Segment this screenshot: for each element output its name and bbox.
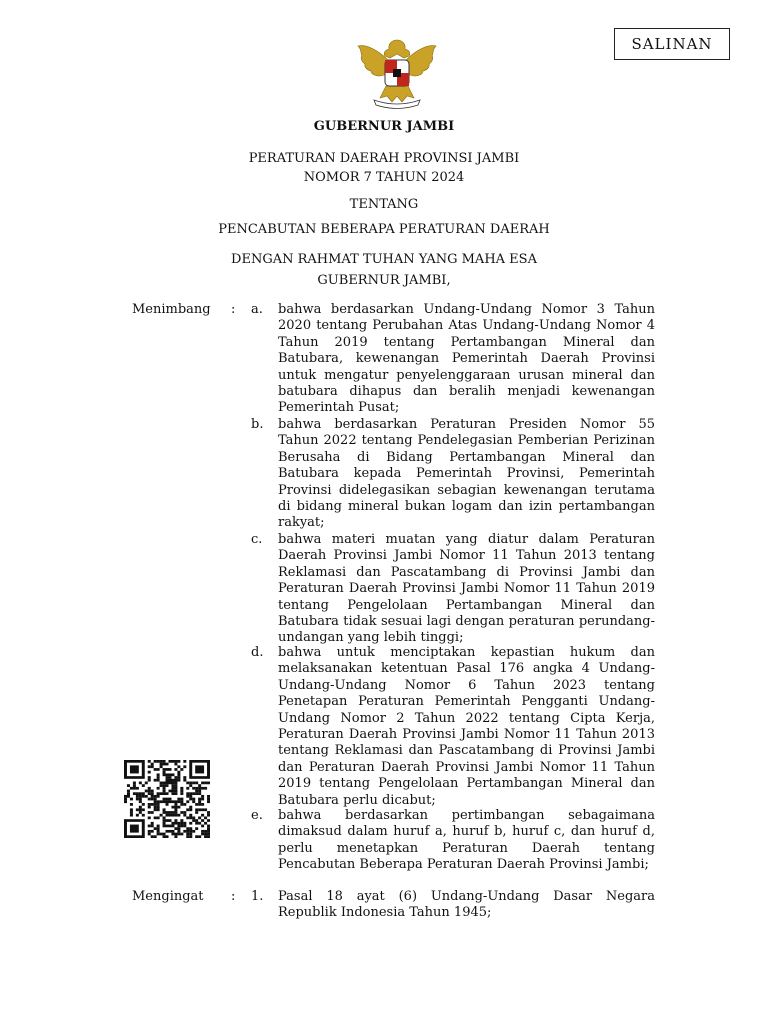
item-text: Pasal 18 ayat (6) Undang-Undang Dasar Negara Republik Indonesia Tahun 1945; [278, 889, 655, 921]
item-marker: b. [251, 417, 264, 432]
qr-code-icon [124, 760, 210, 838]
item-text: bahwa untuk menciptakan kepastian hukum dan melaksanakan ketentuan Pasal 176 angka 4 Undang-Undang-Undang Nomor 6 Tahun 2023 tentang Penetapan Peraturan Pemerintah Pengganti Undang-Undang Nomor 2 Tahun 2022 tentang Cipta Kerja, Peraturan Daerah Provinsi Jambi Nomor 11 Tahun 2013 tentang Reklamasi dan Pascatambang di Provinsi Jambi dan Peraturan Daerah Provinsi Jambi Nomor 11 Tahun 2019 tentang Pengelolaan Pertambangan Mineral dan Batubara perlu dicabut; [278, 645, 655, 808]
item-marker: c. [251, 532, 263, 547]
item-text: bahwa berdasarkan Peraturan Presiden Nomor 55 Tahun 2022 tentang Pendelegasian Pemberian Perizinan Berusaha di Bidang Pertambangan Mineral dan Batubara kepada Pemerintah Provinsi, Pemerintah Provinsi didelegasikan sebagian kewenangan terutama di bidang mineral bukan logam dan izin pertambangan rakyat; [278, 417, 655, 531]
regulation-title-line1: PERATURAN DAERAH PROVINSI JAMBI [248, 151, 520, 166]
menimbang-colon: : [231, 302, 236, 317]
regulation-subject: PENCABUTAN BEBERAPA PERATURAN DAERAH [218, 222, 550, 237]
regulation-number: NOMOR 7 TAHUN 2024 [303, 170, 465, 185]
about-label: TENTANG [349, 197, 419, 212]
mengingat-colon: : [231, 889, 236, 904]
blessing-line: DENGAN RAHMAT TUHAN YANG MAHA ESA [231, 252, 537, 267]
governor-address: GUBERNUR JAMBI, [317, 273, 451, 288]
garuda-emblem [352, 36, 442, 112]
salinan-stamp: SALINAN [614, 28, 730, 60]
item-marker: d. [251, 645, 264, 660]
item-text: bahwa berdasarkan pertimbangan sebagaimana dimaksud dalam huruf a, huruf b, huruf c, dan huruf d, perlu menetapkan Peraturan Daerah tentang Pencabutan Beberapa Peraturan Daerah Provinsi Jambi; [278, 808, 655, 873]
item-marker: e. [251, 808, 263, 823]
item-text: bahwa berdasarkan Undang-Undang Nomor 3 Tahun 2020 tentang Perubahan Atas Undang-Undang Nomor 4 Tahun 2019 tentang Pertambangan Mineral dan Batubara, kewenangan Pemerintah Daerah Provinsi untuk mengatur penyelenggaraan urusan mineral dan batubara dihapus dan beralih menjadi kewenangan Pemerintah Pusat; [278, 302, 655, 416]
item-marker: a. [251, 302, 263, 317]
menimbang-label: Menimbang [132, 302, 211, 317]
mengingat-label: Mengingat [132, 889, 204, 904]
item-text: bahwa materi muatan yang diatur dalam Peraturan Daerah Provinsi Jambi Nomor 11 Tahun 2013 tentang Reklamasi dan Pascatambang di Provinsi Jambi dan Peraturan Daerah Provinsi Jambi Nomor 11 Tahun 2019 tentang Pengelolaan Pertambangan Mineral dan Batubara tidak sesuai lagi dengan peraturan perundang-undangan yang lebih tinggi; [278, 532, 655, 646]
governor-title: GUBERNUR JAMBI [313, 119, 455, 134]
item-marker: 1. [251, 889, 264, 904]
